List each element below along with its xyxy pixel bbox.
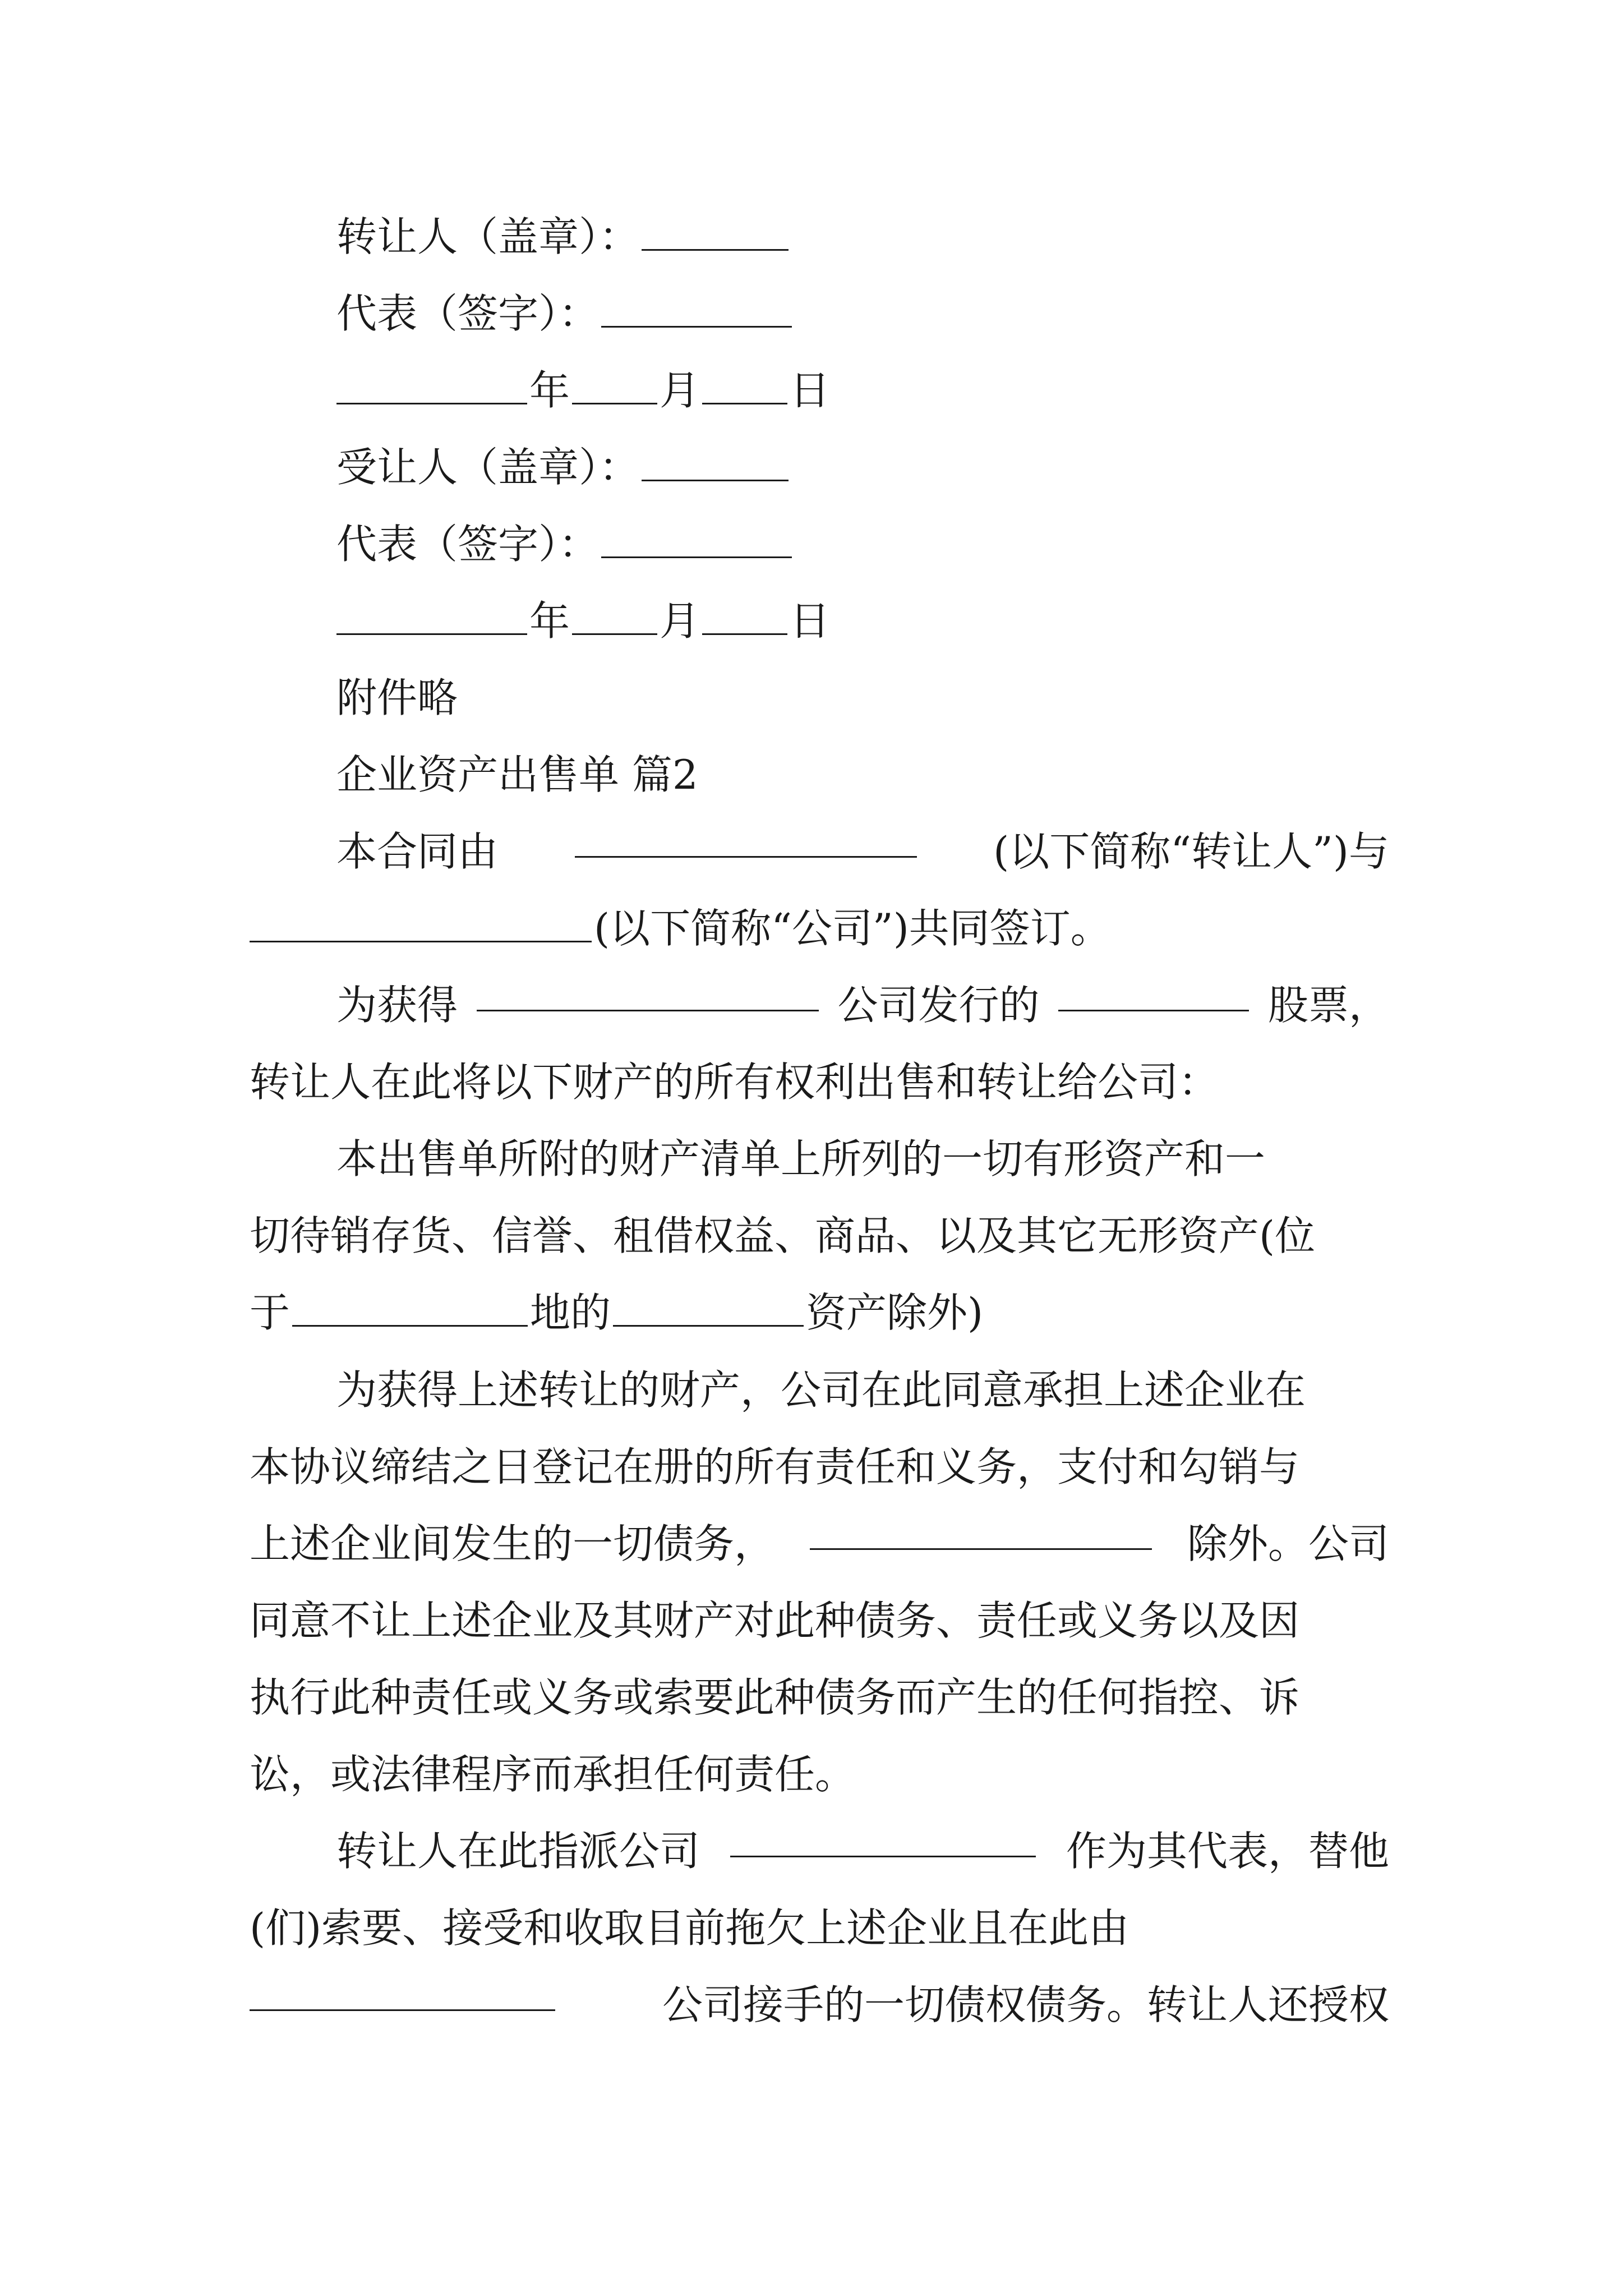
- para4-line1: 为获得上述转让的财产，公司在此同意承担上述企业在: [336, 1366, 1306, 1414]
- para3-line2: 切待销存货、信誉、租借权益、商品、以及其它无形资产(位: [250, 1212, 1316, 1259]
- para3-blank-asset: [613, 1292, 804, 1327]
- para1-line2: [250, 900, 1111, 956]
- transferor-seal-blank: [642, 217, 789, 251]
- section-title: 企业资产出售单 篇2: [336, 751, 698, 798]
- date-month-label-1: 月: [660, 367, 700, 414]
- para4-blank-exception: [810, 1516, 1152, 1550]
- para4-line4: 同意不让上述企业及其财产对此种债务、责任或义务以及因: [250, 1597, 1300, 1644]
- para3-text-b: 地的: [530, 1289, 611, 1336]
- para2-text-b: 公司发行的: [837, 982, 1040, 1029]
- para1-line1: [336, 823, 1389, 880]
- date-day-label-1: 日: [790, 367, 831, 414]
- transferee-seal-blank: [642, 447, 789, 481]
- date-year-label-2: 年: [529, 597, 570, 645]
- date-day-blank-1: [702, 370, 787, 404]
- para1-text-a: 本合同由: [336, 828, 499, 875]
- para2-blank-shares: [1058, 977, 1249, 1011]
- para4-text-b: 除外。公司: [1187, 1520, 1389, 1567]
- attachment-note: 附件略: [336, 674, 458, 721]
- para5-line2: (们)索要、接受和收取目前拖欠上述企业且在此由: [250, 1904, 1129, 1952]
- para5-blank-representative: [730, 1823, 1036, 1857]
- date-line-2: [336, 593, 830, 649]
- date-year-label-1: 年: [529, 367, 570, 414]
- date-line-1: [336, 362, 830, 418]
- para5-line3: [250, 1977, 1389, 2033]
- para1-blank-transferor: [575, 823, 917, 858]
- date-day-blank-2: [702, 601, 787, 635]
- para4-line6: 讼，或法律程序而承担任何责任。: [250, 1751, 856, 1798]
- para5-line1: [336, 1823, 1389, 1879]
- date-month-label-2: 月: [660, 597, 700, 645]
- rep-sign-label-2: 代表（签字）：: [336, 521, 600, 568]
- date-year-blank-1: [336, 370, 527, 404]
- para2-line1: [336, 977, 1389, 1033]
- transferor-seal-label: 转让人（盖章）：: [336, 213, 640, 260]
- rep-sign-blank-1: [601, 293, 792, 328]
- para3-text-a: 于: [250, 1289, 291, 1336]
- para3-line3: [250, 1285, 983, 1341]
- para2-text-a: 为获得: [336, 982, 458, 1029]
- para2-blank-company: [477, 977, 819, 1011]
- para1-text-b: (以下简称“转让人”)与: [993, 828, 1389, 875]
- rep-sign-label-1: 代表（签字）：: [336, 290, 600, 337]
- date-year-blank-2: [336, 601, 527, 635]
- para3-blank-location: [292, 1292, 528, 1327]
- para4-text-a: 上述企业间发生的一切债务，: [250, 1520, 775, 1567]
- transferee-seal-label: 受让人（盖章）：: [336, 444, 640, 491]
- para5-text-c: 公司接手的一切债权债务。转让人还授权: [662, 1981, 1389, 2028]
- date-month-blank-1: [572, 370, 657, 404]
- date-month-blank-2: [572, 601, 657, 635]
- rep-sign-line-1: [336, 286, 794, 342]
- transferee-seal-line: [336, 439, 791, 495]
- para4-line5: 执行此种责任或义务或索要此种债务而产生的任何指控、诉: [250, 1674, 1300, 1721]
- para5-blank-company: [250, 1977, 555, 2011]
- para3-line1: 本出售单所附的财产清单上所列的一切有形资产和一: [336, 1135, 1266, 1182]
- para5-text-a: 转让人在此指派公司: [336, 1828, 700, 1875]
- para4-line3: [250, 1516, 1389, 1572]
- para2-text-c: 股票，: [1267, 982, 1389, 1029]
- date-day-label-2: 日: [790, 597, 831, 645]
- para2-line2: 转让人在此将以下财产的所有权利出售和转让给公司：: [250, 1059, 1219, 1106]
- para1-text-c: (以下简称“公司”)共同签订。: [594, 905, 1111, 952]
- rep-sign-blank-2: [601, 524, 792, 558]
- para3-text-c: 资产除外): [806, 1289, 984, 1336]
- para4-line2: 本协议缔结之日登记在册的所有责任和义务，支付和勾销与: [250, 1443, 1300, 1490]
- rep-sign-line-2: [336, 516, 794, 572]
- para1-blank-company: [250, 908, 592, 942]
- transferor-seal-line: [336, 209, 791, 265]
- para5-text-b: 作为其代表，替他: [1066, 1828, 1389, 1875]
